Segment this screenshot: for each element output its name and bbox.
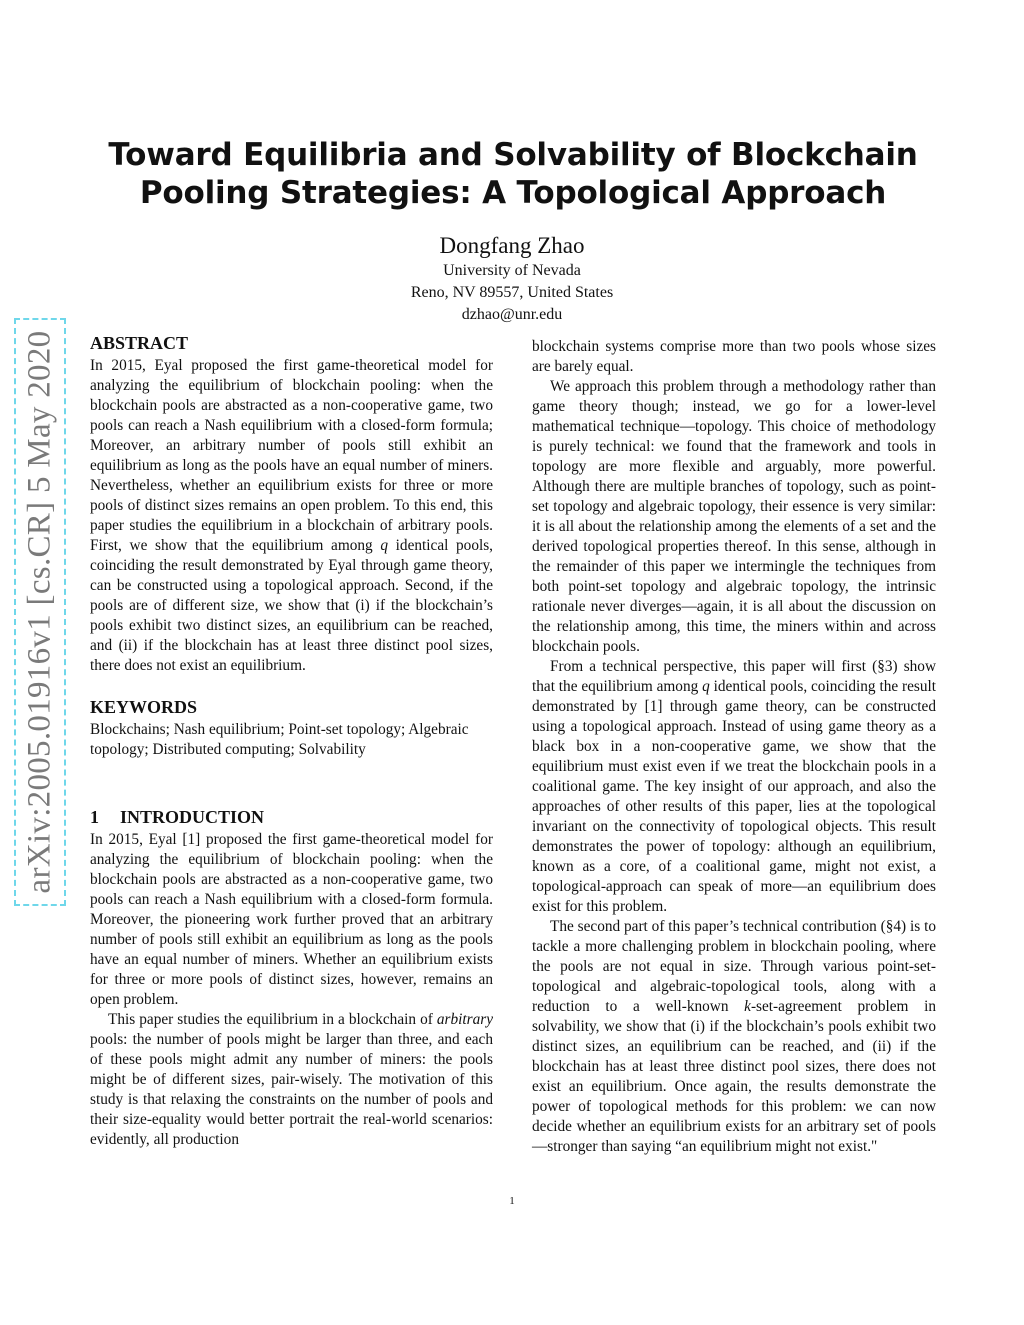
intro-paragraph-2-cont: blockchain systems comprise more than two pools whose sizes are barely equal. [532,338,936,375]
arxiv-watermark [14,318,66,906]
arxiv-id: arXiv:2005.01916v1 [cs.CR] 5 May 2020 [21,330,58,894]
right-column [532,337,936,1157]
abstract-heading: ABSTRACT [90,333,189,353]
title-line-2: Pooling Strategies: A Topological Approach [139,175,887,211]
author-email: dzhao@unr.edu [461,306,563,323]
left-column [90,333,493,1150]
paper-title [90,136,936,212]
section-number: 1 [90,807,99,827]
title-line-1: Toward Equilibria and Solvability of Blockchain [108,137,918,173]
intro-paragraph-4: From a technical perspective, this paper will first (§3) show that the equilibrium among q identical pools, coinciding the result demonstrated by [1] through game theory, can be constructed using a topological approach. Instead of using game theory as a black box in a non-cooperative game, we show that the equilibrium must exist even if we treat the blockchain pools in a coalitional game. The key insight of our approach, and also the approaches of other results of this paper, lies at the topological invariant on the connectivity of topological objects. This result demonstrates the power of topology: although an equilibrium, known as a core, of a coalitional game, might not exist, a topological-approach can speak of more—an equilibrium does exist for this problem. [532,658,936,915]
intro-paragraph-3: We approach this problem through a methodology rather than game theory though; instead, we go for a lower-level mathematical technique—topology. This choice of methodology is purely technical: we found that the framework and tools in topology are more flexible and arguably, more powerful. Although there are multiple branches of topology, such as point-set topology and algebraic topology, their essence is very similar: it is all about the relationship among the elements of a set and the derived topological properties thereof. In this sense, although in the remainder of this paper we intermingle the techniques from both point-set topology and algebraic topology, the intrinsic rationale never diverges—again, it is all about the discussion on the relationship among, this time, the miners within and across blockchain pools. [532,378,936,655]
keywords-text: Blockchains; Nash equilibrium; Point-set topology; Algebraic topology; Distributed computing; Solvability [90,721,469,758]
author-block [262,232,762,326]
keywords-heading: KEYWORDS [90,697,198,717]
page-number: 1 [509,1195,515,1207]
abstract-text: In 2015, Eyal proposed the first game-theoretical model for analyzing the equilibrium of blockchain pooling: when the blockchain pools are abstracted as a non-cooperative game, two pools can reach a Nash equilibrium with a closed-form formula; Moreover, an arbitrary number of pools still exhibit an equilibrium as long as the pools have an equal number of miners. Nevertheless, whether an equilibrium exists for three or more pools of distinct sizes remains an open problem. To this end, this paper studies the equilibrium in a blockchain of arbitrary pools. First, we show that the equilibrium among q identical pools, coinciding the result demonstrated by Eyal through game theory, can be constructed using a topological approach. Second, if the pools are of different size, we show that (i) if the blockchain’s pools exhibit two distinct sizes, an equilibrium can be reached, and (ii) if the blockchain has at least three distinct pool sizes, there does not exist an equilibrium. [90,357,493,674]
author-address: Reno, NV 89557, United States [410,284,614,301]
intro-paragraph-5: The second part of this paper’s technical contribution (§4) is to tackle a more challenging problem in blockchain pooling, where the pools are not equal in size. Through various point-set-topological and algebraic-topological tools, along with a reduction to a well-known k-set-agreement problem in solvability, we show that (i) if the blockchain’s pools exhibit two distinct sizes, an equilibrium can be reached, and (ii) if the blockchain has at least three distinct pool sizes, there does not exist an equilibrium. Once again, the results demonstrate the power of topological methods for this problem: we can now decide whether an equilibrium exists for an arbitrary set of pools—stronger than saying “an equilibrium might not exist." [532,918,936,1155]
intro-paragraph-2: This paper studies the equilibrium in a blockchain of arbitrary pools: the number of pools might be larger than three, and each of these pools might admit any number of miners: the pools might be of different sizes, pair-wisely. The motivation of this study is that relaxing the constraints on the number of pools and their size-equality would better portrait the real-world scenarios: evidently, all production [90,1011,493,1148]
author-name: Dongfang Zhao [439,233,585,258]
section-title: INTRODUCTION [120,807,265,827]
intro-heading [90,807,493,827]
author-affiliation: University of Nevada [443,262,581,279]
intro-paragraph-1: In 2015, Eyal [1] proposed the first game-theoretical model for analyzing the equilibrium of blockchain pooling: when the blockchain pools are abstracted as a non-cooperative game, two pools can reach a Nash equilibrium with a closed-form formula. Moreover, the pioneering work further proved that an arbitrary number of pools still exhibit an equilibrium as long as the pools have an equal number of miners. Whether an equilibrium exists for three or more pools of distinct sizes, however, remains an open problem. [90,831,493,1008]
